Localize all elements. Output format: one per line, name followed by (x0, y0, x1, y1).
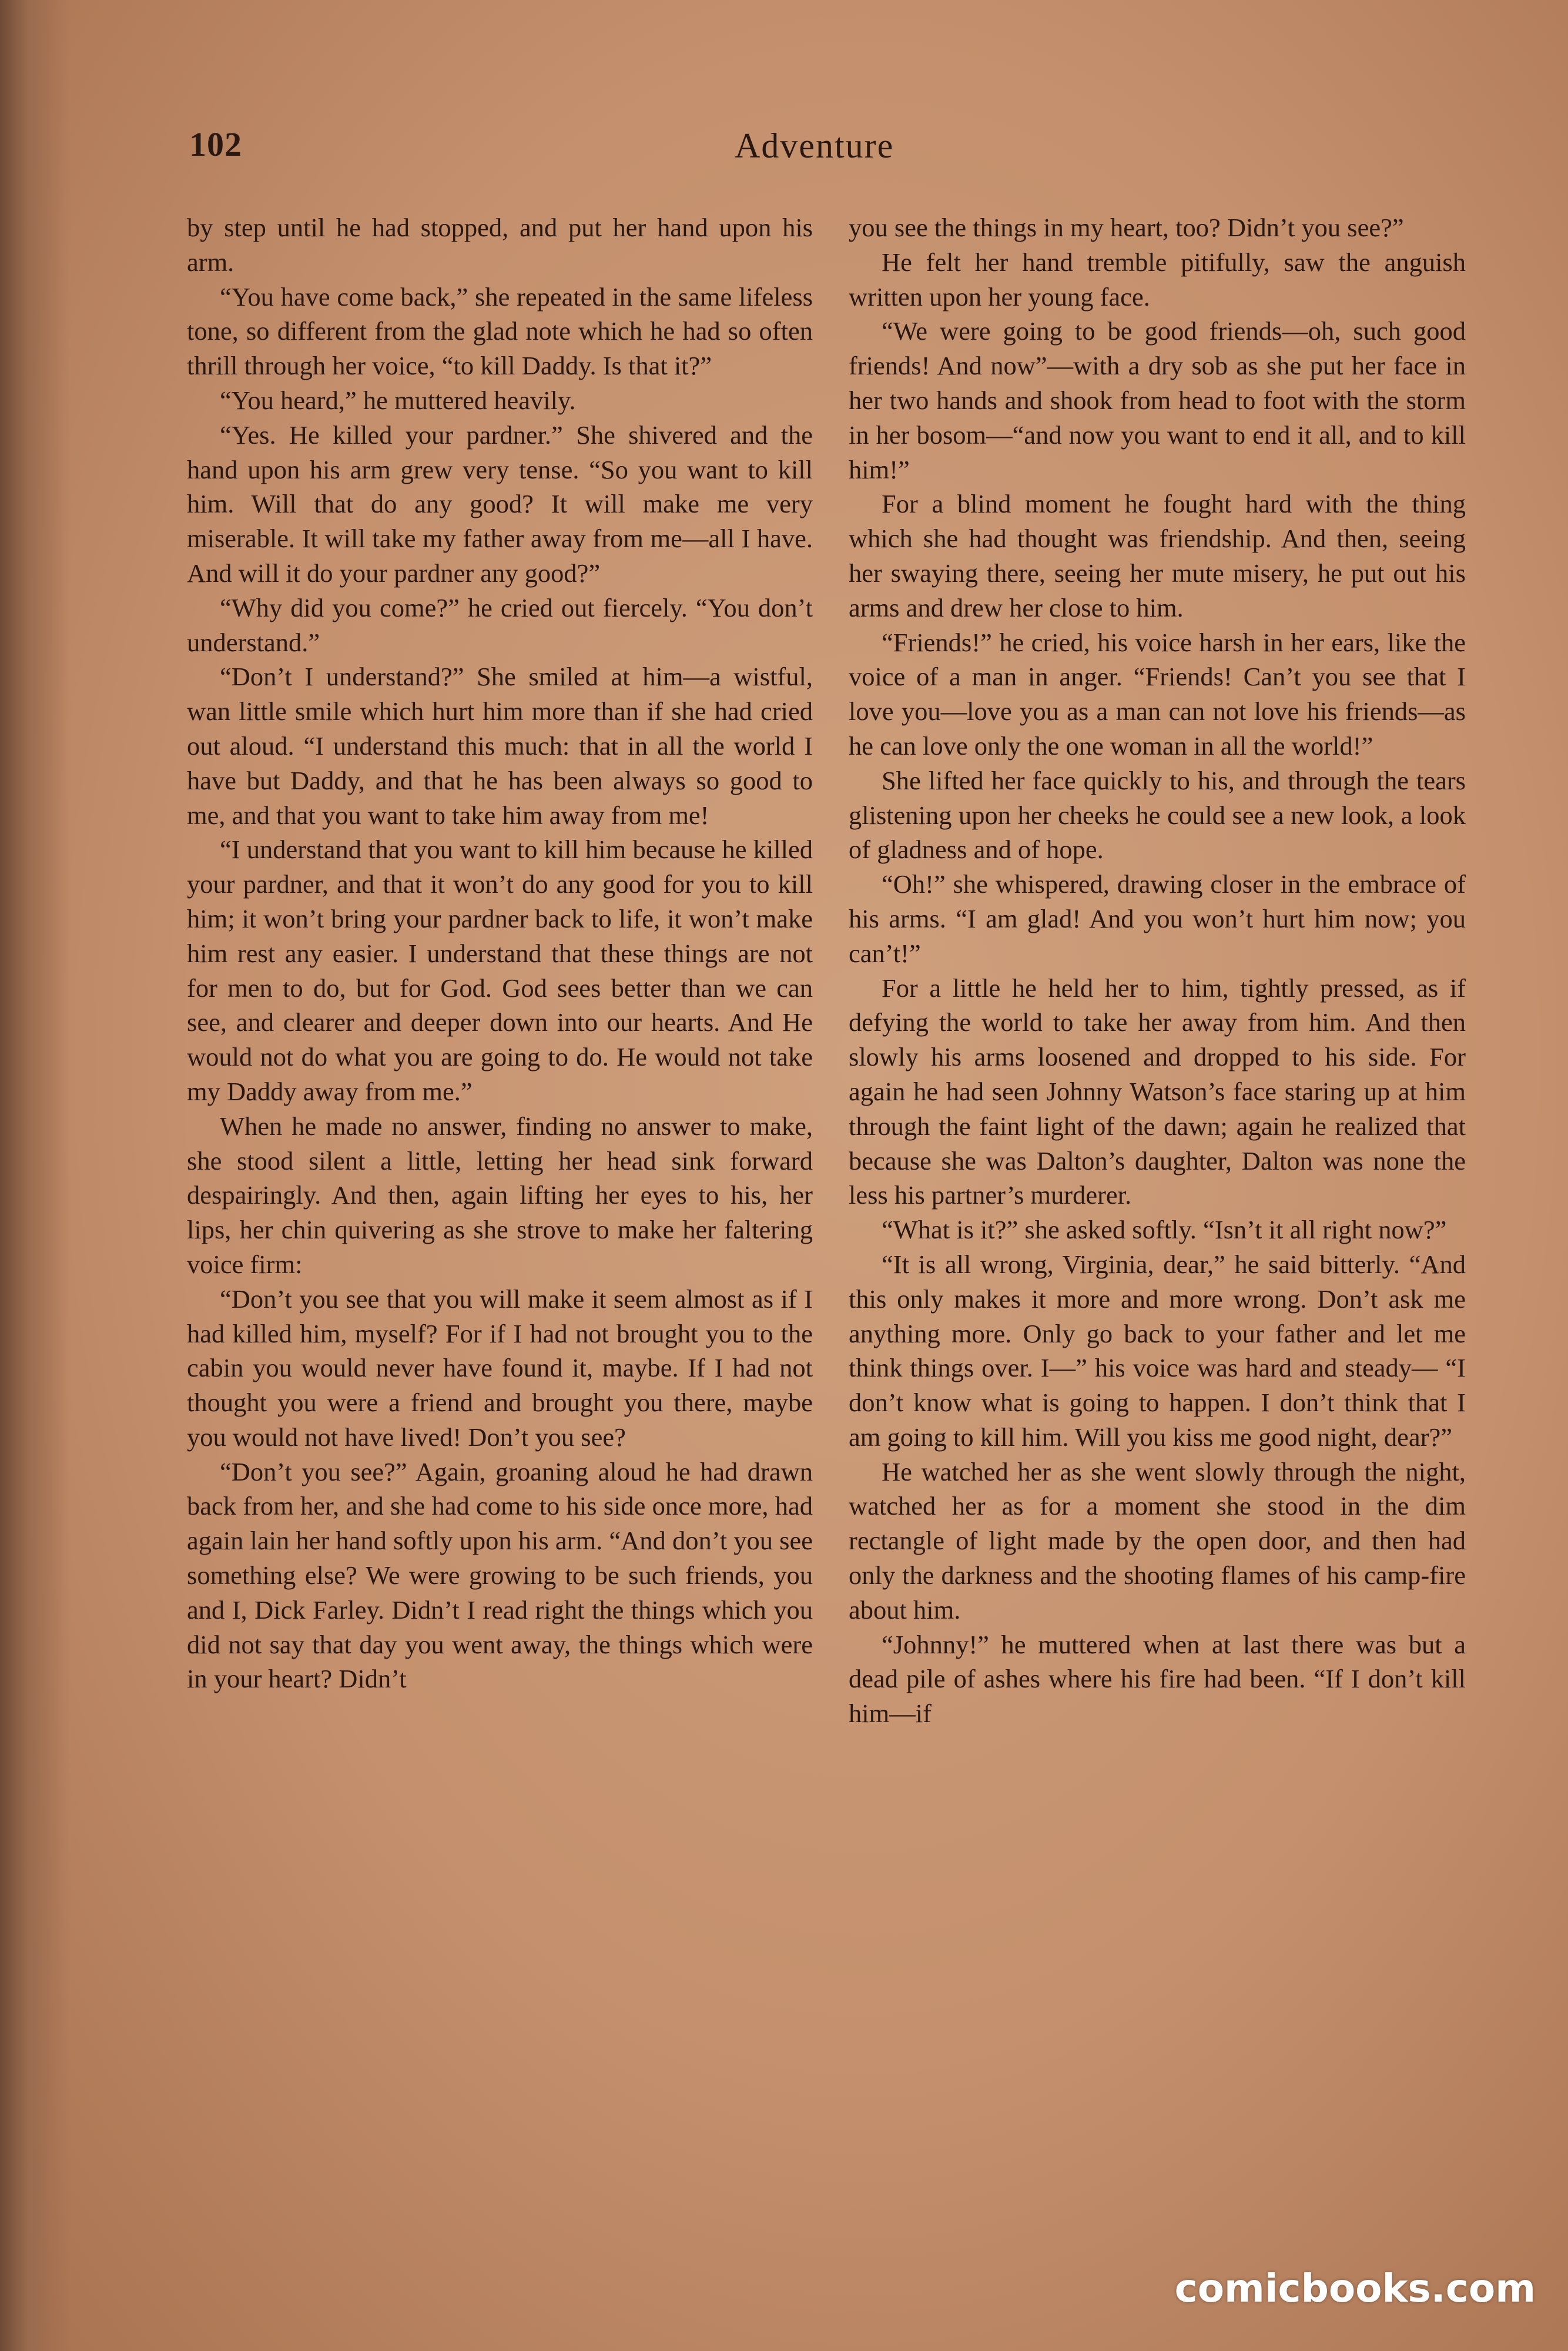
left-column (187, 210, 813, 1696)
paragraph: “Oh!” she whispered, drawing closer in the embrace of his arms. “I am glad! And you won’t hurt him now; you can’t!” (849, 869, 1466, 968)
paragraph: He watched her as she went slowly through the night, watched her as for a moment she stood in the dim rectangle of light made by the open door, and then had only the darkness and the shooting flames of his camp-fire about him. (849, 1456, 1466, 1625)
paragraph: “You have come back,” she repeated in the same lifeless tone, so different from the glad note which he had so often thrill through her voice, “to kill Daddy. Is that it?” (187, 282, 813, 381)
paragraph: “Friends!” he cried, his voice harsh in her ears, like the voice of a man in anger. “Friends! Can’t you see that I love you—love you as a man can not love his friends—as he can love only the one woman in all the world!” (849, 627, 1466, 761)
paragraph: “Yes. He killed your pardner.” She shivered and the hand upon his arm grew very tense. “So you want to kill him. Will that do any good? It will make me very miserable. It will take my father away from me—all I have. And will it do your pardner any good?” (187, 420, 813, 588)
paragraph: “What is it?” she asked softly. “Isn’t it all right now?” (882, 1215, 1447, 1245)
page-spine-shadow (0, 0, 71, 2351)
paragraph: “Why did you come?” he cried out fiercely. “You don’t understand.” (187, 592, 813, 657)
paragraph: “Johnny!” he muttered when at last there was but a dead pile of ashes where his fire had been. “If I don’t kill him—if (849, 1629, 1466, 1729)
paragraph: For a little he held her to him, tightly pressed, as if defying the world to take her away from him. And then slowly his arms loosened and dropped to his side. For again he had seen Johnny Watson’s face staring up at him through the faint light of the dawn; again he realized that because she was Dalton’s daughter, Dalton was none the less his partner’s murderer. (849, 973, 1466, 1210)
paragraph: “You heard,” he muttered heavily. (220, 385, 576, 415)
paragraph: “Don’t you see?” Again, groaning aloud he had drawn back from her, and she had come to his side once more, had again lain her hand softly upon his arm. “And don’t you see something else? We were growing to be such friends, you and I, Dick Farley. Didn’t I read right the things which you did not say that day you went away, the things which were in your heart? Didn’t (187, 1456, 813, 1694)
paragraph: “I understand that you want to kill him because he killed your pardner, and that it won’t do any good for you to kill him; it won’t bring your pardner back to life, it won’t make him rest any easier. I understand that these things are not for men to do, but for God. God sees better than we can see, and clearer and deeper down into our hearts. And He would not do what you are going to do. He would not take my Daddy away from me.” (187, 835, 813, 1106)
paragraph: “It is all wrong, Virginia, dear,” he said bitterly. “And this only makes it more and more wrong. Don’t ask me anything more. Only go back to your father and let me think things over. I—” his voice was hard and steady— “I don’t know what is going to happen. I don’t think that I am going to kill him. Will you kiss me good night, dear?” (849, 1249, 1466, 1452)
paragraph: by step until he had stopped, and put her hand upon his arm. (187, 213, 813, 277)
paragraph: “Don’t you see that you will make it seem almost as if I had killed him, myself? For if I had not brought you to the cabin you would never have found it, maybe. If I had not thought you were a friend and brought you there, maybe you would not have lived! Don’t you see? (187, 1284, 813, 1452)
paragraph: He felt her hand tremble pitifully, saw the anguish written upon her young face. (849, 247, 1466, 312)
paragraph: “We were going to be good friends—oh, such good friends! And now”—with a dry sob as she put her face in her two hands and shook from head to foot with the storm in her bosom—“and now you want to end it all, and to kill him!” (849, 316, 1466, 484)
paragraph: She lifted her face quickly to his, and through the tears glistening upon her cheeks he could see a new look, a look of gladness and of hope. (849, 765, 1466, 865)
page-number: 102 (189, 125, 242, 163)
paragraph: When he made no answer, finding no answer to make, she stood silent a little, letting her head sink forward despairingly. And then, again lifting her eyes to his, her lips, her chin quivering as she strove to make her faltering voice firm: (187, 1111, 813, 1279)
source-watermark: comicbooks.com (1174, 2266, 1536, 2311)
paragraph: you see the things in my heart, too? Didn’t you see?” (849, 213, 1404, 242)
paragraph: “Don’t I understand?” She smiled at him—a wistful, wan little smile which hurt him more than if she had cried out aloud. “I understand this much: that in all the world I have but Daddy, and that he has been always so good to me, and that you want to take him away from me! (187, 662, 813, 830)
right-column (849, 210, 1466, 1731)
paragraph: For a blind moment he fought hard with the thing which she had thought was friendship. And then, seeing her swaying there, seeing her mute misery, he put out his arms and drew her close to him. (849, 489, 1466, 622)
running-title: Adventure (735, 126, 894, 165)
